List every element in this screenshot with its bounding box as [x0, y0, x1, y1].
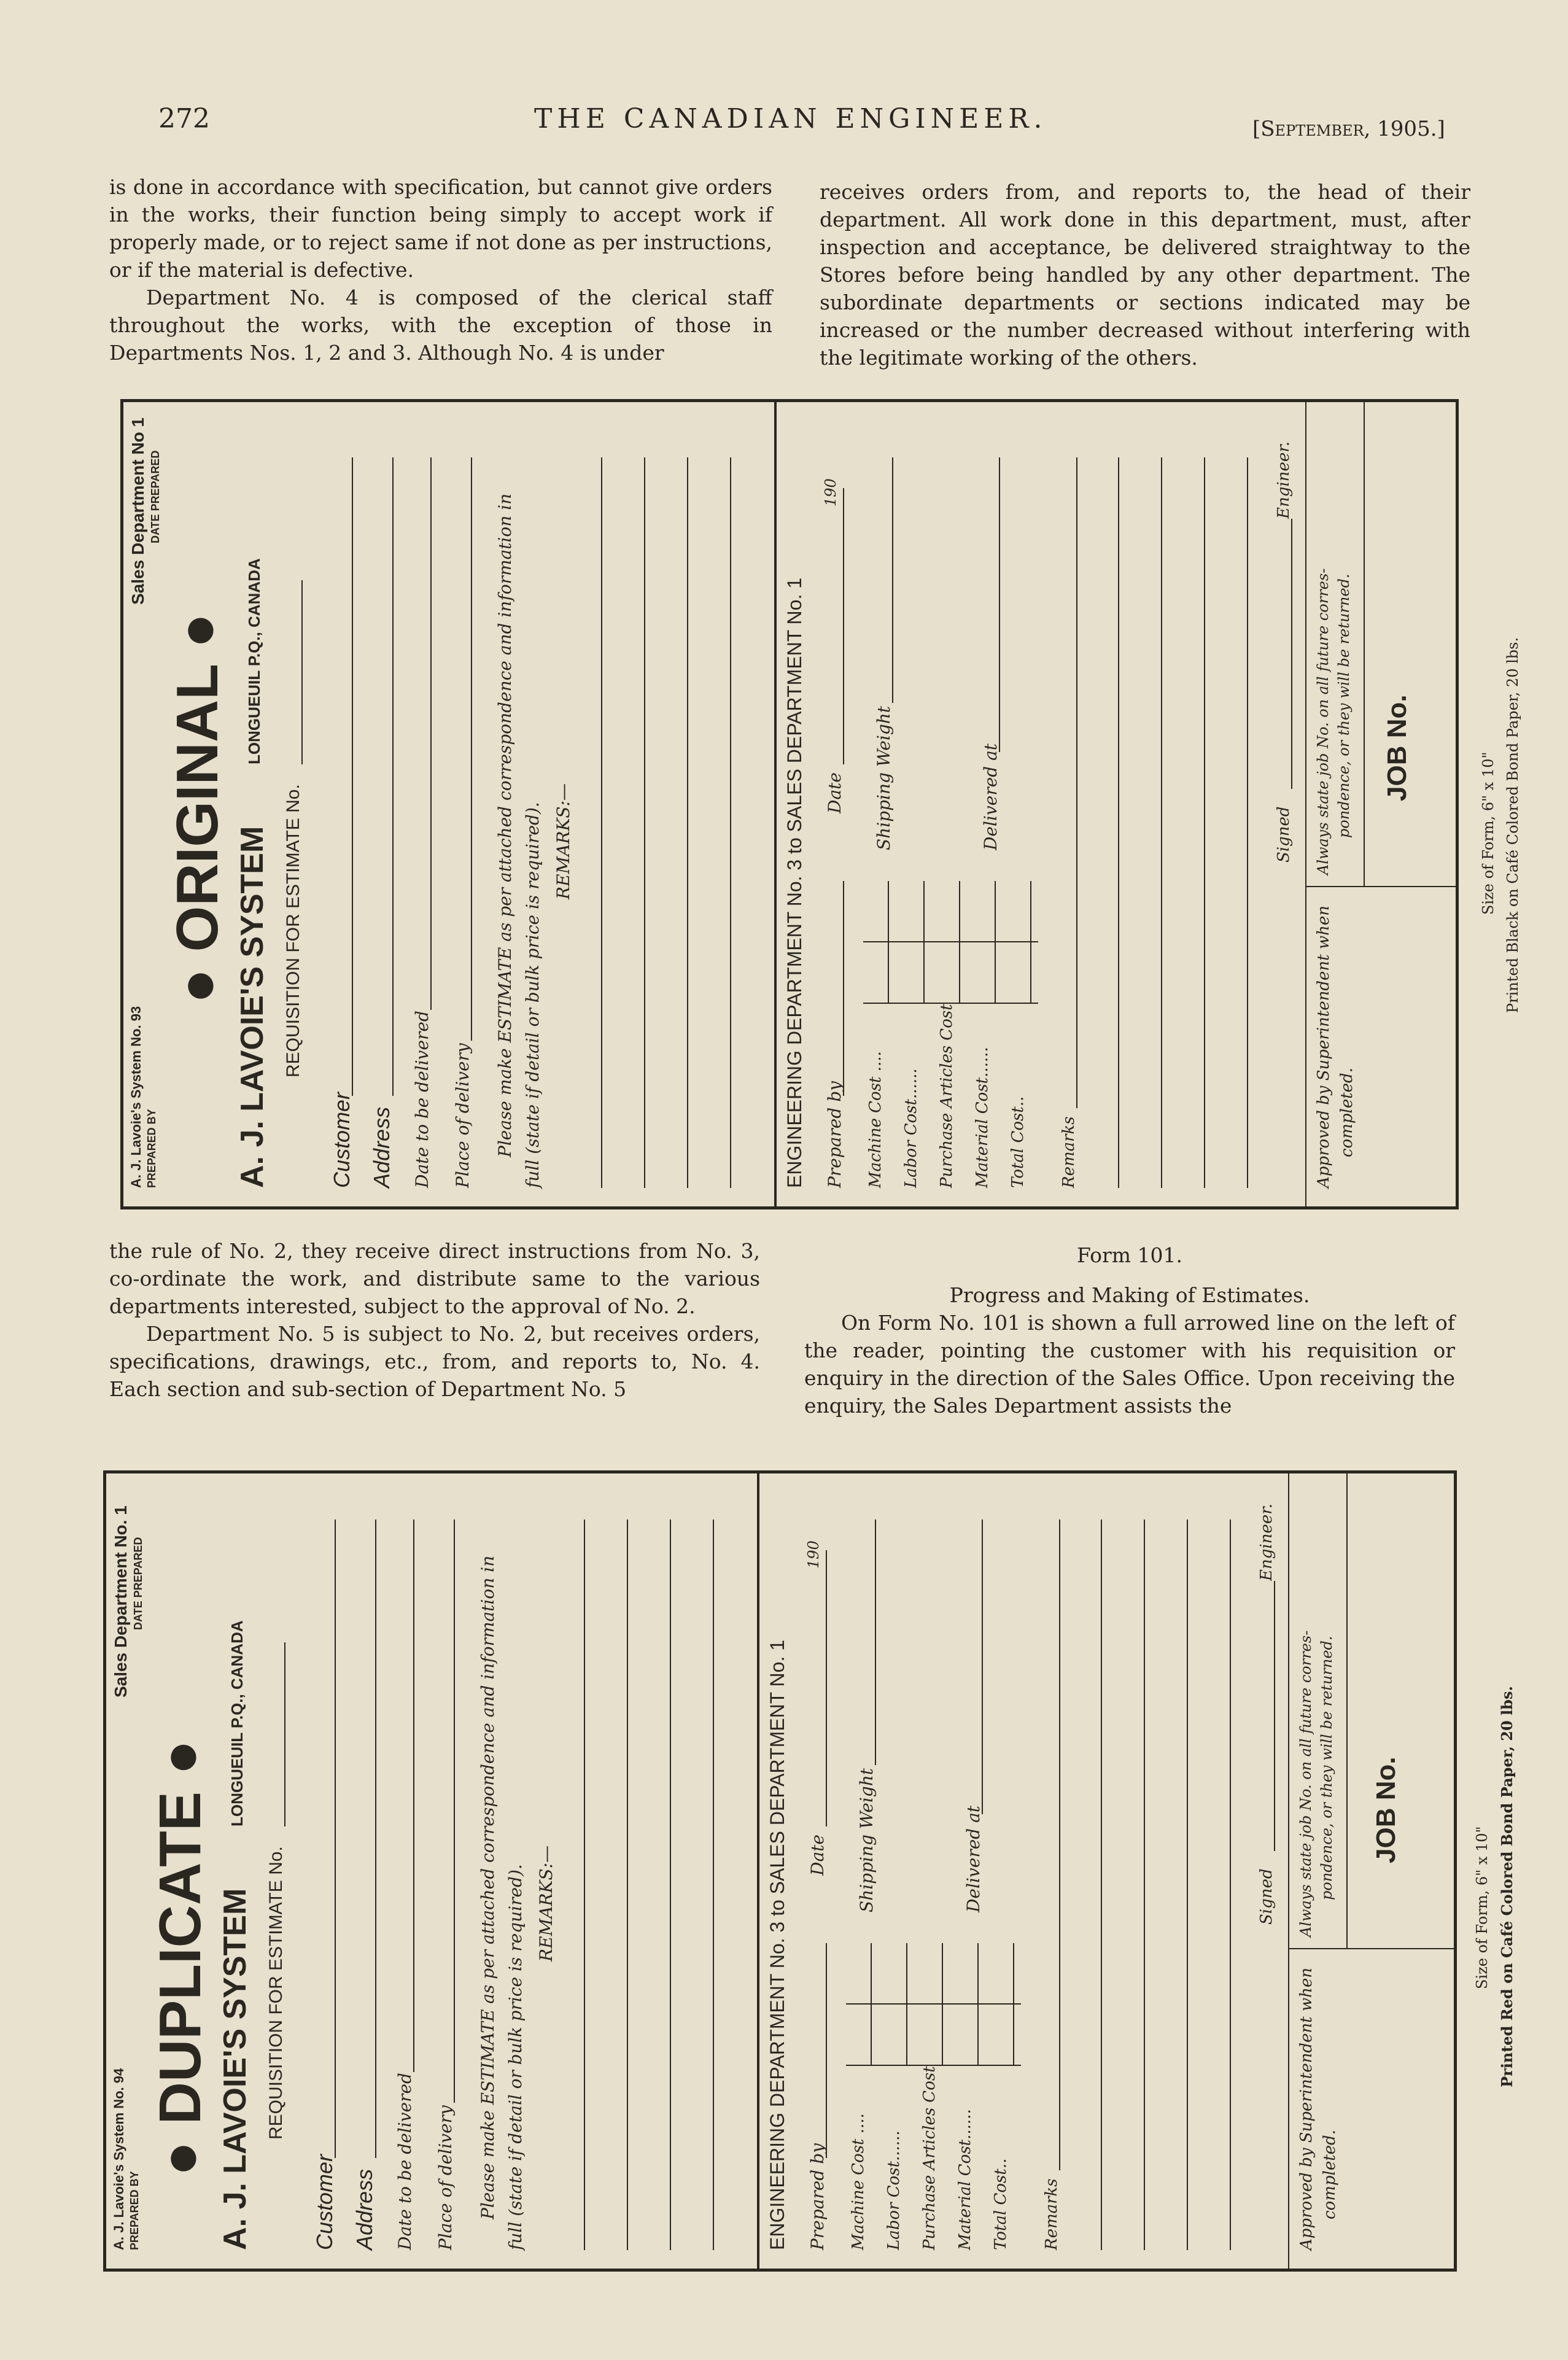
company-name: A. J. LAVOIE'S SYSTEM — [217, 1888, 253, 2250]
address-label: Address — [369, 1106, 394, 1188]
remarks2-label: Remarks — [1060, 1116, 1078, 1188]
place-delivery-label: Place of delivery — [452, 1043, 473, 1188]
big-title-text: ORIGINAL — [165, 664, 230, 952]
page-number: 272 — [158, 103, 210, 134]
paragraph: On Form No. 101 is shown a full arrowed line on the left of the reader, pointing the customer with his requisition or enquiry in the direction of the Sales Office. Upon receiving the enquiry, the Sales Department assists the — [804, 1311, 1455, 1418]
always-line-1: Always state job No. on all future corres- — [1297, 1630, 1314, 1937]
approved-line-1: Approved by Superintendent when — [1314, 905, 1333, 1188]
address-line — [392, 457, 394, 1096]
delivered-at-label: Delivered at — [963, 1805, 984, 1912]
paragraph: is done in accordance with specification, but cannot give orders in the works, their function being simply to accept work if properly made, or to reject same if not done as per instructions, or if the material is defective. — [109, 175, 772, 282]
job-no-label: JOB No. — [1382, 694, 1412, 801]
job-no-label: JOB No. — [1371, 1756, 1401, 1863]
signed-label: Signed — [1257, 1868, 1276, 1925]
paragraph: the rule of No. 2, they receive direct instructions from No. 3, co-ordinate the work, and distribute same to the various departments interested, subject to the approval of No. 2. — [109, 1239, 760, 1318]
prepared-by2-label: Prepared by — [825, 1081, 845, 1188]
customer-line — [352, 457, 353, 1096]
middle-left-column — [109, 1237, 760, 1403]
approved-line-2: completed. — [1338, 1068, 1356, 1157]
cost-machine: Machine Cost .... — [866, 1051, 885, 1188]
cost-machine: Machine Cost .... — [849, 2113, 867, 2250]
form-original — [120, 399, 1459, 1209]
cost-labor: Labor Cost...... — [885, 2130, 903, 2250]
cost-material: Material Cost...... — [973, 1047, 992, 1188]
date-label: Date — [825, 772, 845, 813]
middle-right-column — [804, 1241, 1455, 1419]
shipping-weight-label: Shipping Weight — [874, 705, 894, 850]
big-title: ● ORIGINAL ● — [165, 613, 230, 1004]
company-location: LONGUEUIL P.Q., CANADA — [245, 558, 263, 764]
engineering-heading: ENGINEERING DEPARTMENT No. 3 to SALES DEPARTMENT No. 1 — [766, 1639, 788, 2250]
paragraph: Department No. 4 is composed of the clerical staff throughout the works, with the exception of those in Departments Nos. 1, 2 and 3. Although No. 4 is under — [109, 285, 772, 365]
signed-label: Signed — [1275, 806, 1293, 863]
prepared-by-label: PREPARED BY — [128, 2171, 141, 2250]
prepared-by-label: PREPARED BY — [146, 1109, 158, 1188]
form-print-note: Printed Red on Café Colored Bond Paper, 20 lbs. — [1498, 1686, 1516, 2087]
company-location: LONGUEUIL P.Q., CANADA — [228, 1620, 246, 1826]
year-label: 190 — [822, 478, 839, 507]
customer-label: Customer — [329, 1092, 354, 1188]
delivered-at-label: Delivered at — [980, 743, 1001, 850]
prepared-by2-label: Prepared by — [807, 2143, 828, 2250]
paragraph: Department No. 5 is subject to No. 2, but receives orders, specifications, drawings, etc., from, and reports to, No. 4. Each section and sub-section of Department No. 5 — [109, 1322, 760, 1401]
cost-material: Material Cost...... — [956, 2109, 974, 2250]
requisition-label: REQUISITION FOR ESTIMATE No. — [266, 1846, 286, 2140]
year-label: 190 — [805, 1540, 822, 1569]
form-size-note: Size of Form, 6" x 10" — [1473, 1826, 1491, 1989]
estimate-instruction-2: full (state if detail or bulk price is required). — [505, 1864, 526, 2250]
estimate-instruction-1: Please make ESTIMATE as per attached correspondence and information in — [478, 1555, 498, 2219]
remarks2-label: Remarks — [1042, 2178, 1061, 2250]
company-name: A. J. LAVOIE'S SYSTEM — [235, 826, 270, 1188]
top-left-column — [109, 173, 772, 367]
engineer-label: Engineer. — [1257, 1503, 1276, 1581]
approved-line-2: completed. — [1321, 2130, 1339, 2219]
system-number: A. J. Lavoie's System No. 94 — [111, 2068, 126, 2250]
cost-total: Total Cost.. — [1009, 1096, 1027, 1188]
remarks-label: REMARKS:— — [553, 783, 573, 899]
sales-dept-label: Sales Department No. 1 — [111, 1505, 130, 1698]
always-line-1: Always state job No. on all future corres- — [1314, 568, 1332, 875]
paragraph: receives orders from, and reports to, the head of their department. All work done in this department, must, after inspection and acceptance, be delivered straightway to the Stores before being handled by any other department. The subordinate departments or sections indicated may be increased or the number decreased without interfering with the legitimate working of the others. — [820, 180, 1470, 370]
form-duplicate — [103, 1470, 1457, 2272]
cost-purchase: Purchase Articles Cost — [920, 2066, 939, 2250]
top-right-column — [820, 178, 1470, 371]
date-delivered-label: Date to be delivered — [395, 2073, 415, 2250]
journal-title: THE CANADIAN ENGINEER. — [534, 103, 1047, 134]
always-line-2: pondence, or they will be returned. — [1318, 1636, 1335, 1900]
issue-date: [September, 1905.] — [1252, 117, 1445, 141]
date-delivered-label: Date to be delivered — [412, 1011, 432, 1188]
section-divider — [774, 402, 777, 1206]
system-number: A. J. Lavoie's System No. 93 — [128, 1006, 144, 1188]
engineer-label: Engineer. — [1275, 441, 1293, 519]
always-line-2: pondence, or they will be returned. — [1335, 573, 1353, 838]
address-label: Address — [352, 2168, 377, 2250]
cost-labor: Labor Cost...... — [902, 1068, 920, 1188]
cost-purchase: Purchase Articles Cost — [937, 1004, 956, 1188]
engineering-heading: ENGINEERING DEPARTMENT No. 3 to SALES DEPARTMENT No. 1 — [783, 577, 805, 1188]
sales-dept-label: Sales Department No 1 — [128, 417, 147, 605]
big-title-text: DUPLICATE — [147, 1791, 213, 2125]
form-caption: Form 101. — [1077, 1243, 1182, 1267]
date-prepared-label: DATE PREPARED — [132, 1537, 144, 1630]
shipping-weight-label: Shipping Weight — [856, 1768, 877, 1912]
date-label: Date — [807, 1834, 828, 1876]
section-subheading: Progress and Making of Estimates. — [949, 1283, 1310, 1307]
estimate-instruction-1: Please make ESTIMATE as per attached correspondence and information in — [495, 493, 515, 1157]
cost-total: Total Cost.. — [992, 2158, 1010, 2250]
remarks-label: REMARKS:— — [536, 1845, 556, 1962]
approved-line-1: Approved by Superintendent when — [1297, 1967, 1316, 2250]
big-title: ● DUPLICATE ● — [147, 1739, 213, 2176]
customer-label: Customer — [312, 2154, 337, 2250]
estimate-instruction-2: full (state if detail or bulk price is required). — [522, 802, 543, 1188]
place-delivery-label: Place of delivery — [435, 2105, 456, 2250]
form-size-note: Size of Form, 6" x 10" — [1480, 751, 1497, 915]
date-prepared-label: DATE PREPARED — [149, 450, 161, 543]
requisition-label: REQUISITION FOR ESTIMATE No. — [283, 784, 303, 1077]
form-print-note: Printed Black on Café Colored Bond Paper, 20 lbs. — [1504, 637, 1521, 1013]
